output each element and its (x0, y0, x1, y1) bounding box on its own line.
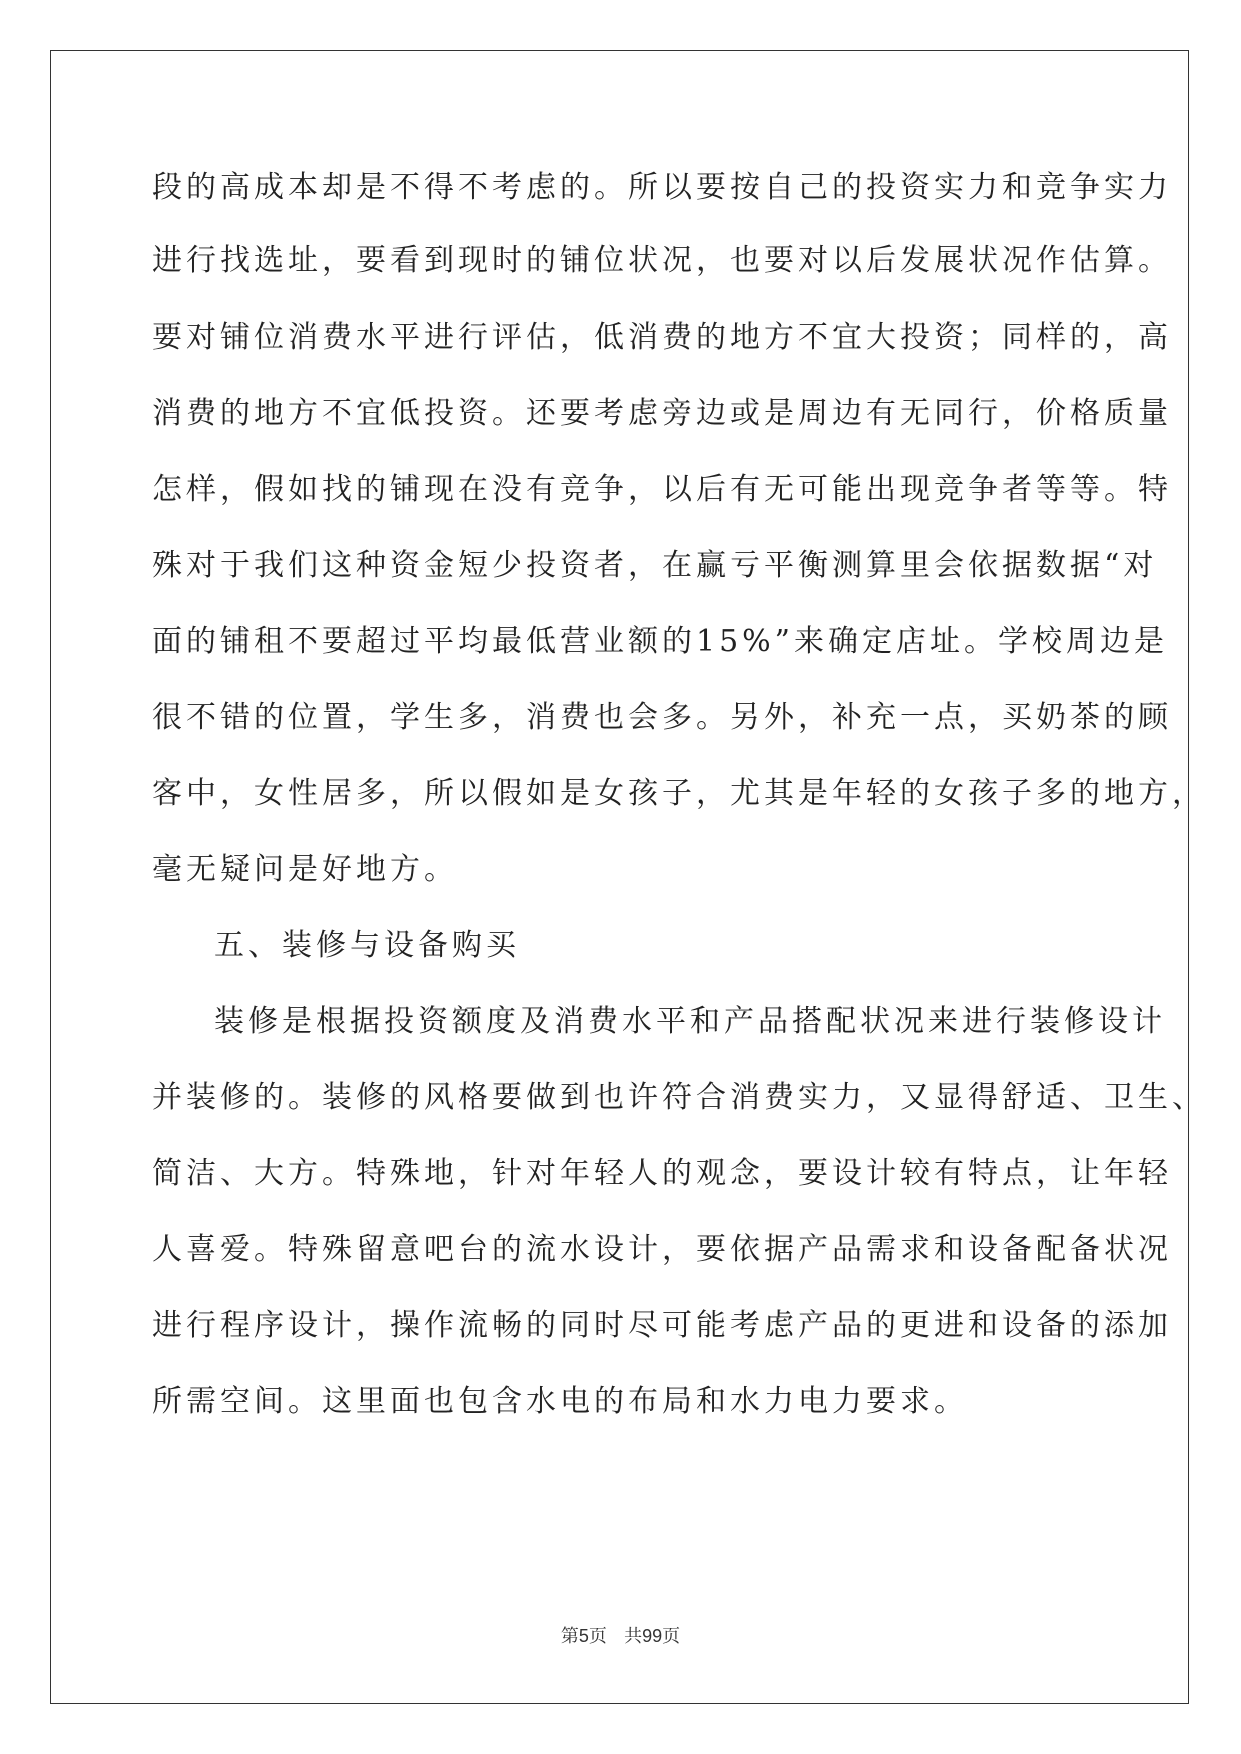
paragraph-line: 简洁、大方。特殊地，针对年轻人的观念，要设计较有特点，让年轻 (152, 1156, 1172, 1191)
page-number: 5 (578, 1626, 589, 1646)
total-pages: 99 (642, 1626, 663, 1646)
page-suffix: 页 (588, 1626, 607, 1647)
paragraph-line: 很不错的位置，学生多，消费也会多。另外，补充一点，买奶茶的顾 (152, 700, 1172, 735)
paragraph-line: 消费的地方不宜低投资。还要考虑旁边或是周边有无同行，价格质量 (152, 396, 1172, 431)
paragraph-line: 客中，女性居多，所以假如是女孩子，尤其是年轻的女孩子多的地方， (152, 776, 1206, 811)
paragraph-line: 进行程序设计，操作流畅的同时尽可能考虑产品的更进和设备的添加 (152, 1308, 1172, 1343)
paragraph-line: 所需空间。这里面也包含水电的布局和水力电力要求。 (152, 1384, 968, 1419)
total-prefix: 共 (624, 1626, 643, 1647)
paragraph-line: 进行找选址，要看到现时的铺位状况，也要对以后发展状况作估算。 (152, 243, 1172, 278)
page-prefix: 第 (560, 1626, 579, 1647)
paragraph-line: 并装修的。装修的风格要做到也许符合消费实力，又显得舒适、卫生、 (152, 1080, 1206, 1115)
paragraph-line: 要对铺位消费水平进行评估，低消费的地方不宜大投资；同样的，高 (152, 320, 1172, 355)
paragraph-line: 殊对于我们这种资金短少投资者，在赢亏平衡测算里会依据数据“对 (152, 548, 1158, 583)
paragraph-line: 段的高成本却是不得不考虑的。所以要按自己的投资实力和竞争实力 (152, 170, 1172, 205)
paragraph-line: 面的铺租不要超过平均最低营业额的15%”来确定店址。学校周边是 (152, 624, 1169, 659)
paragraph-line: 毫无疑问是好地方。 (152, 852, 458, 887)
section-heading: 五、装修与设备购买 (214, 928, 520, 963)
paragraph-line: 人喜爱。特殊留意吧台的流水设计，要依据产品需求和设备配备状况 (152, 1232, 1172, 1267)
paragraph-line: 装修是根据投资额度及消费水平和产品搭配状况来进行装修设计 (214, 1004, 1166, 1039)
total-suffix: 页 (662, 1626, 681, 1647)
paragraph-line: 怎样，假如找的铺现在没有竞争，以后有无可能出现竞争者等等。特 (152, 472, 1172, 507)
page-footer (0, 1622, 1241, 1648)
